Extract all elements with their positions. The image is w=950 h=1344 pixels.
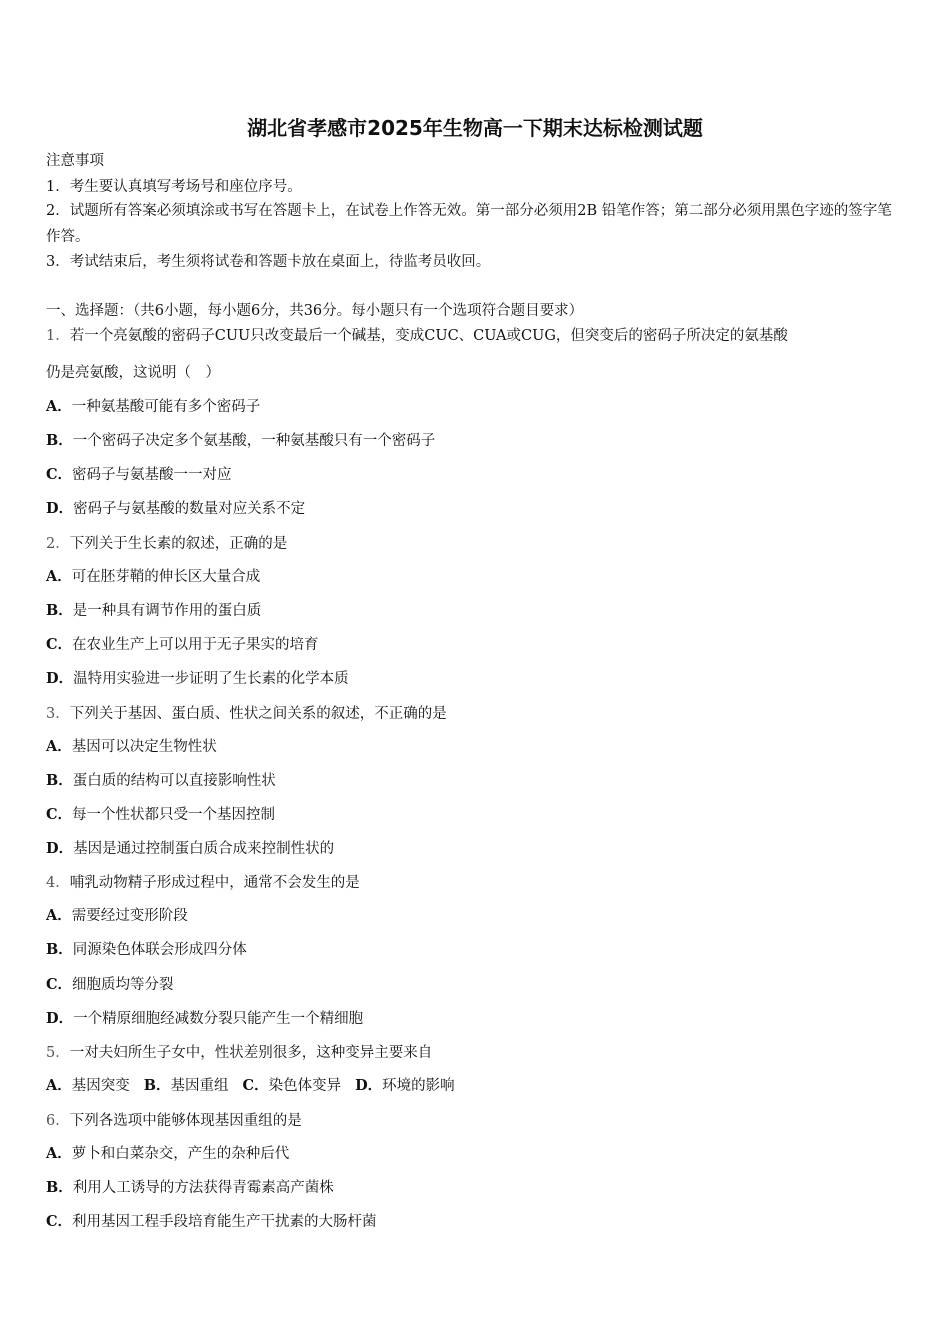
question-1-stem (46, 326, 788, 346)
option-text: 温特用实验进一步证明了生长素的化学本质 (73, 671, 349, 687)
option-letter: D． (46, 670, 74, 687)
option-text: 基因是通过控制蛋白质合成来控制性状的 (73, 841, 335, 857)
question-3-option-c (46, 805, 275, 825)
question-4-stem (46, 873, 360, 893)
option-text: 是一种具有调节作用的蛋白质 (72, 603, 262, 619)
option-letter: D． (46, 500, 74, 517)
notice-item-3: 3．考试结束后，考生须将试卷和答题卡放在桌面上，待监考员收回。 (46, 254, 491, 270)
question-text: 下列各选项中能够体现基因重组的是 (69, 1113, 302, 1129)
question-number: 3． (46, 706, 70, 722)
question-5-options (46, 1076, 469, 1096)
question-number: 6． (46, 1113, 70, 1129)
option-letter: C． (46, 466, 73, 483)
option-letter: B． (46, 941, 73, 958)
option-letter: A． (46, 398, 72, 415)
question-number: 4． (46, 875, 70, 891)
question-6-option-b (46, 1178, 334, 1198)
notice-heading: 注意事项 (46, 153, 104, 169)
question-5-stem (46, 1043, 432, 1063)
question-6-stem (46, 1111, 302, 1131)
question-4-option-a (46, 906, 188, 926)
question-text: 下列关于基因、蛋白质、性状之间关系的叙述，不正确的是 (69, 706, 447, 722)
option-letter: C． (46, 806, 73, 823)
question-text: 若一个亮氨酸的密码子CUU只改变最后一个碱基，变成CUC、CUA或CUG，但突变后的密码子所决定的氨基酸 (69, 328, 788, 344)
option-text: 蛋白质的结构可以直接影响性状 (72, 773, 276, 789)
question-2-option-a (46, 567, 260, 587)
question-6-option-a (46, 1144, 289, 1164)
question-5-option-d (355, 1078, 455, 1094)
option-text: 萝卜和白菜杂交，产生的杂种后代 (71, 1146, 290, 1162)
question-5-option-a (46, 1078, 130, 1094)
option-letter: A． (46, 1145, 72, 1162)
option-letter: A． (46, 738, 72, 755)
option-text: 在农业生产上可以用于无子果实的培育 (72, 637, 319, 653)
question-number: 2． (46, 536, 70, 552)
question-number: 1． (46, 328, 70, 344)
option-text: 每一个性状都只受一个基因控制 (72, 807, 276, 823)
option-text: 需要经过变形阶段 (71, 908, 188, 924)
option-text: 利用基因工程手段培育能生产干扰素的大肠杆菌 (72, 1214, 377, 1230)
option-letter: B． (46, 1179, 73, 1196)
question-6-option-c (46, 1212, 377, 1232)
question-1-option-d (46, 499, 305, 519)
question-5-option-c (243, 1078, 342, 1094)
option-letter: D． (355, 1077, 383, 1094)
option-letter: C． (46, 1213, 73, 1230)
question-1-option-a (46, 397, 260, 417)
option-letter: A． (46, 568, 72, 585)
question-4-option-d (46, 1009, 363, 1029)
option-text: 一个精原细胞经减数分裂只能产生一个精细胞 (73, 1011, 364, 1027)
option-letter: B． (46, 602, 73, 619)
option-text: 同源染色体联会形成四分体 (72, 942, 247, 958)
page-title: 湖北省孝感市2025年生物高一下期末达标检测试题 (247, 116, 703, 140)
question-text: 哺乳动物精子形成过程中，通常不会发生的是 (69, 875, 360, 891)
option-letter: D． (46, 1010, 74, 1027)
section-heading: 一、选择题：（共6小题，每小题6分，共36分。每小题只有一个选项符合题目要求） (46, 303, 584, 319)
notice-item-2: 2．试题所有答案必须填涂或书写在答题卡上，在试卷上作答无效。第一部分必须用2B 铅笔作答；第二部分必须用黑色字迹的签字笔作答。 (46, 203, 892, 245)
question-4-option-b (46, 940, 247, 960)
question-5-option-b (144, 1078, 229, 1094)
option-text: 一种氨基酸可能有多个密码子 (71, 399, 261, 415)
question-3-stem (46, 704, 447, 724)
question-2-option-c (46, 635, 319, 655)
option-letter: C． (46, 976, 73, 993)
option-text: 利用人工诱导的方法获得青霉素高产菌株 (72, 1180, 334, 1196)
option-text: 染色体变异 (268, 1078, 342, 1094)
option-letter: C． (242, 1077, 269, 1094)
question-4-option-c (46, 975, 174, 995)
question-1-option-b (46, 431, 435, 451)
option-text: 细胞质均等分裂 (72, 977, 174, 993)
option-letter: B． (143, 1077, 171, 1094)
option-letter: B． (46, 432, 73, 449)
question-1-stem-cont: 仍是亮氨酸，这说明（ ） (46, 365, 220, 381)
option-letter: C． (46, 636, 73, 653)
question-2-option-b (46, 601, 261, 621)
option-text: 基因重组 (170, 1078, 229, 1094)
question-1-option-c (46, 465, 232, 485)
option-text: 基因突变 (71, 1078, 130, 1094)
question-2-option-d (46, 669, 349, 689)
option-letter: A． (46, 1077, 72, 1094)
option-letter: A． (46, 907, 72, 924)
question-text: 一对夫妇所生子女中，性状差别很多，这种变异主要来自 (69, 1045, 433, 1061)
option-text: 密码子与氨基酸一一对应 (72, 467, 232, 483)
option-letter: B． (46, 772, 73, 789)
question-2-stem (46, 534, 287, 554)
question-3-option-b (46, 771, 276, 791)
option-text: 基因可以决定生物性状 (71, 739, 217, 755)
question-number: 5． (46, 1045, 70, 1061)
option-text: 可在胚芽鞘的伸长区大量合成 (71, 569, 261, 585)
option-text: 一个密码子决定多个氨基酸，一种氨基酸只有一个密码子 (72, 433, 436, 449)
question-3-option-a (46, 737, 217, 757)
option-text: 环境的影响 (382, 1078, 455, 1094)
question-3-option-d (46, 839, 334, 859)
notice-item-1: 1．考生要认真填写考场号和座位序号。 (46, 179, 302, 195)
option-text: 密码子与氨基酸的数量对应关系不定 (73, 501, 306, 517)
question-text: 下列关于生长素的叙述，正确的是 (69, 536, 288, 552)
option-letter: D． (46, 840, 74, 857)
